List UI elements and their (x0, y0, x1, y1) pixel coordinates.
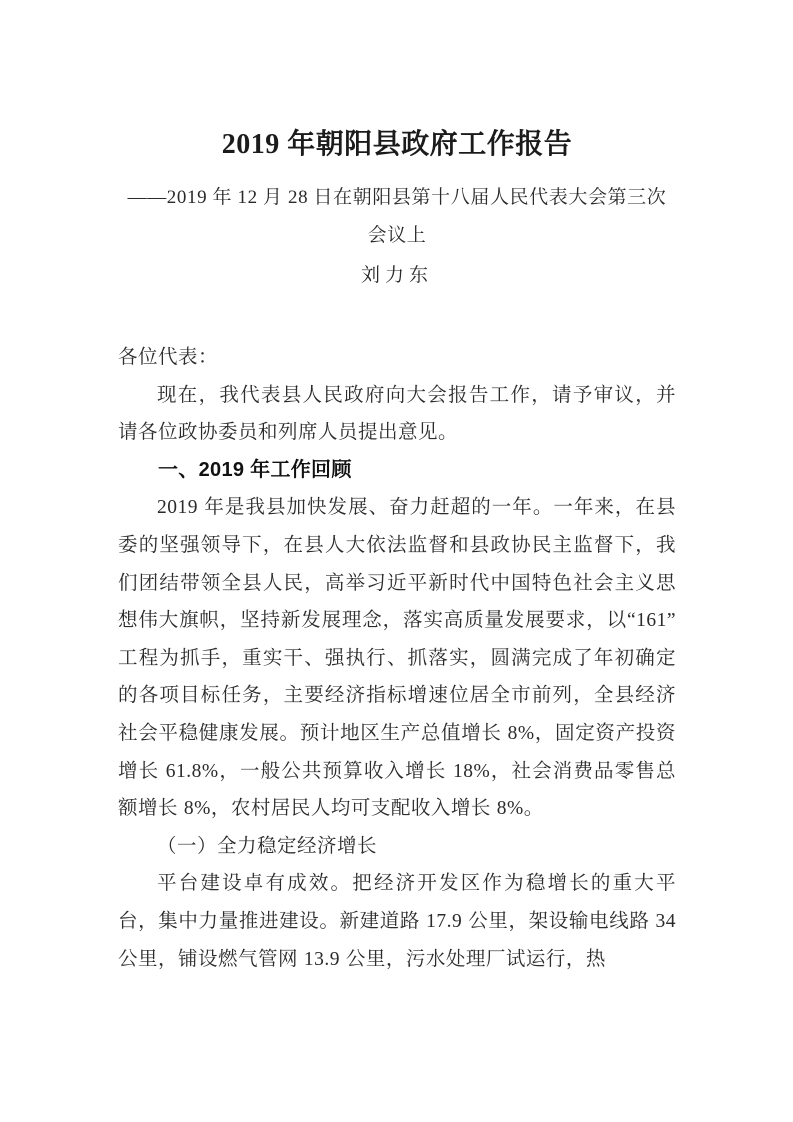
page-title: 2019 年朝阳县政府工作报告 (221, 129, 573, 160)
subsection-heading-one: （一）全力稳定经济增长 (157, 835, 378, 857)
document-subtitle: ——2019 年 12 月 28 日在朝阳县第十八届人民代表大会第三次会议上 (127, 187, 667, 246)
section-heading-one: 一、2019 年工作回顾 (158, 458, 352, 481)
document-author: 刘力东 (360, 265, 433, 286)
section-one-paragraph: 2019 年是我县加快发展、奋力赶超的一年。一年来，在县委的坚强领导下，在县人大依法监督和县政协民主监督下，我们团结带领全县人民，高举习近平新时代中国特色社会主义思想伟大旗帜，坚持新发展理念，落实高质量发展要求，以“161”工程为抓手，重实干、强执行、抓落实，圆满完成了年初确定的各项目标任务，主要经济指标增速位居全市前列，全县经济社会平稳健康发展。预计地区生产总值增长 8%，固定资产投资增长 61.8%，一般公共预算收入增长 18%，社会消费品零售总额增长 8%，农村居民人均可支配收入增长 8%。 (118, 497, 676, 820)
subsection-one-paragraph: 平台建设卓有成效。把经济开发区作为稳增长的重大平台，集中力量推进建设。新建道路 17.9 公里，架设输电线路 34 公里，铺设燃气管网 13.9 公里，污水处理厂试运行，热 (118, 873, 676, 970)
intro-paragraph: 现在，我代表县人民政府向大会报告工作，请予审议，并请各位政协委员和列席人员提出意见。 (118, 384, 676, 444)
page-content (118, 0, 676, 978)
document-body (118, 295, 676, 978)
salutation: 各位代表： (118, 347, 219, 368)
